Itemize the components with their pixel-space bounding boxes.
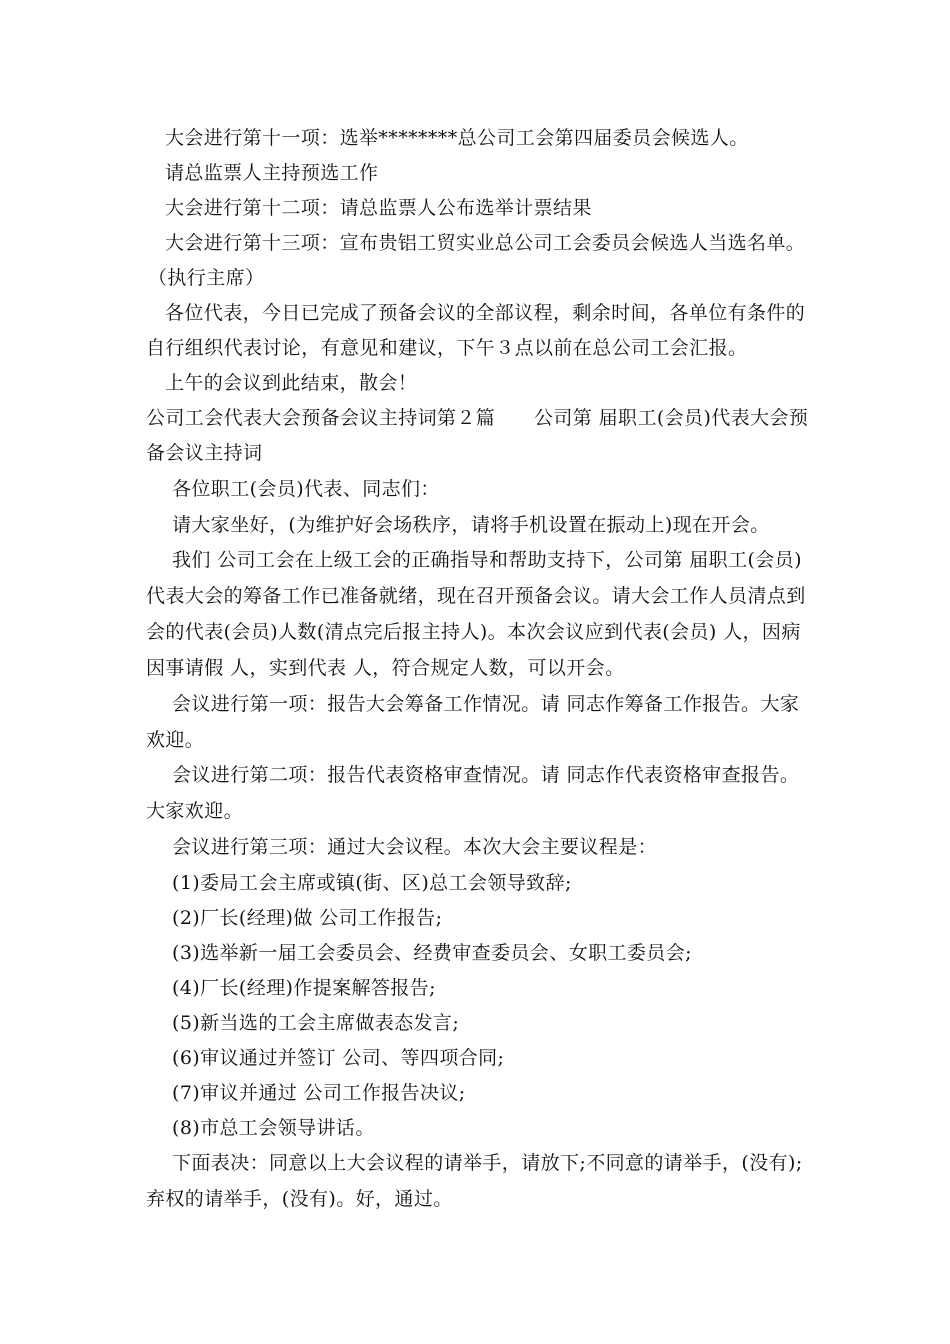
text-line-6: 各位代表，今日已完成了预备会议的全部议程，剩余时间，各单位有条件的 [165, 302, 806, 324]
text-line-22: (1)委局工会主席或镇(街、区)总工会领导致辞; [172, 872, 572, 894]
text-line-25: (4)厂长(经理)作提案解答报告; [172, 977, 436, 999]
text-line-1: 大会进行第十一项：选举********总公司工会第四届委员会候选人。 [165, 127, 749, 149]
text-line-20: 大家欢迎。 [146, 800, 244, 822]
text-line-9: 公司工会代表大会预备会议主持词第２篇 公司第 届职工(会员)代表大会预 [146, 407, 809, 429]
text-line-11: 各位职工(会员)代表、同志们： [172, 478, 440, 500]
text-line-4: 大会进行第十三项：宣布贵铝工贸实业总公司工会委员会候选人当选名单。 [165, 232, 806, 254]
text-line-31: 弃权的请举手，(没有)。好，通过。 [146, 1188, 453, 1210]
text-line-23: (2)厂长(经理)做 公司工作报告; [172, 907, 443, 929]
text-line-28: (7)审议并通过 公司工作报告决议; [172, 1082, 466, 1104]
text-line-7: 自行组织代表讨论，有意见和建议，下午３点以前在总公司工会汇报。 [146, 337, 748, 359]
text-line-30: 下面表决：同意以上大会议程的请举手，请放下;不同意的请举手，(没有); [172, 1152, 803, 1174]
text-line-3: 大会进行第十二项：请总监票人公布选举计票结果 [165, 197, 592, 219]
text-line-8: 上午的会议到此结束，散会！ [165, 372, 418, 394]
text-line-18: 欢迎。 [146, 729, 205, 751]
text-line-19: 会议进行第二项：报告代表资格审查情况。请 同志作代表资格审查报告。 [172, 764, 800, 786]
text-line-26: (5)新当选的工会主席做表态发言; [172, 1012, 460, 1034]
text-line-17: 会议进行第一项：报告大会筹备工作情况。请 同志作筹备工作报告。大家 [172, 693, 800, 715]
text-line-5: （执行主席） [148, 267, 265, 289]
text-line-24: (3)选举新一届工会委员会、经费审查委员会、女职工委员会; [172, 942, 692, 964]
text-line-13: 我们 公司工会在上级工会的正确指导和帮助支持下，公司第 届职工(会员) [172, 549, 802, 571]
text-line-12: 请大家坐好，(为维护好会场秩序，请将手机设置在振动上)现在开会。 [172, 514, 770, 536]
text-line-21: 会议进行第三项：通过大会议程。本次大会主要议程是： [172, 836, 658, 858]
text-line-29: (8)市总工会领导讲话。 [172, 1117, 375, 1139]
text-line-15: 会的代表(会员)人数(清点完后报主持人)。本次会议应到代表(会员) 人，因病 [146, 621, 801, 643]
text-line-27: (6)审议通过并签订 公司、等四项合同; [172, 1047, 505, 1069]
text-line-10: 备会议主持词 [146, 442, 263, 464]
text-line-16: 因事请假 人，实到代表 人，符合规定人数，可以开会。 [146, 657, 625, 679]
text-line-2: 请总监票人主持预选工作 [165, 162, 379, 184]
text-line-14: 代表大会的筹备工作已准备就绪，现在召开预备会议。请大会工作人员清点到 [146, 585, 806, 607]
